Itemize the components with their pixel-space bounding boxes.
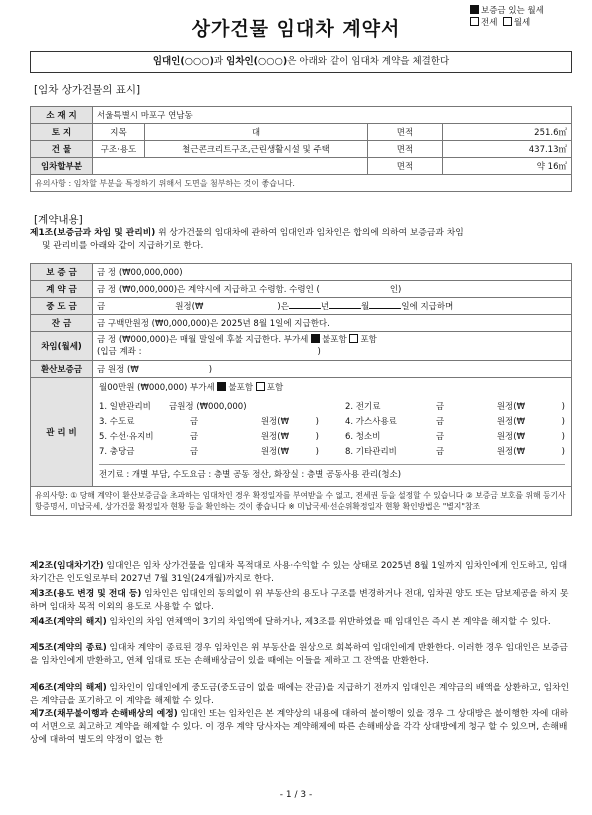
management-fee-header: 관 리 비	[31, 378, 93, 487]
empty-box-icon	[470, 17, 479, 26]
contract-deposit-header: 계 약 금	[31, 281, 93, 298]
option-jeonse[interactable]: 전세	[470, 18, 497, 28]
rent-header: 차임(월세)	[31, 332, 93, 361]
article-6: 제6조(계약의 해제) 임차인이 임대인에게 중도금(중도금이 없을 때에는 잔금)을 지급하기 전까지 임대인은 계약금의 배액을 상환하고, 임차인은 계약금을 포기하고 이 계약을 해제할 수 있다.	[30, 683, 570, 706]
deposit-header: 보 증 금	[31, 264, 93, 281]
article-1: 제1조(보증금과 차임 및 관리비) 위 상가건물의 임대차에 관하여 임대인과 임차인은 합의에 의하여 보증금과 차임 및 관리비를 아래와 같이 지급하기로 한다.	[30, 228, 464, 251]
interim-header: 중 도 금	[31, 298, 93, 315]
checked-box-icon[interactable]	[311, 334, 320, 343]
management-fee-row: 1. 일반관리비 금원정 (₩000,000) 2. 전기료 금 원정(₩ )	[99, 402, 565, 412]
area-label: 면적	[368, 124, 443, 141]
area-label: 면적	[368, 141, 443, 158]
building-area-value: 437.13㎡	[443, 141, 572, 158]
checked-box-icon	[470, 5, 479, 14]
deposit-value: 금 정 (₩00,000,000)	[93, 264, 572, 281]
management-fee-row: 3. 수도료 금 원정(₩ ) 4. 가스사용료 금 원정(₩ )	[99, 417, 565, 427]
checked-box-icon[interactable]	[217, 382, 226, 391]
building-header: 건 물	[31, 141, 93, 158]
land-category-label: 지목	[93, 124, 145, 141]
document-title: 상가건물 임대차 계약서	[191, 18, 401, 40]
leased-part-value[interactable]	[93, 158, 368, 175]
option-monthly[interactable]: 월세	[503, 18, 530, 28]
management-fee-items	[99, 400, 565, 460]
parties-statement: 임대인(○○○)과 임차인(○○○)은 아래와 같이 임대차 계약을 체결한다	[30, 51, 572, 73]
leased-area-value: 약 16㎡	[443, 158, 572, 175]
article-4: 제4조(계약의 해지) 임차인의 차임 연체액이 3기의 차임액에 달하거나, 제3조를 위반하였을 때 임대인은 즉시 본 계약을 해지할 수 있다.	[30, 617, 551, 627]
management-fee-note: 전기료 : 개별 부담, 수도요금 : 층별 공동 정산, 화장실 : 층별 공동사용 관리(청소)	[99, 464, 565, 483]
article-2: 제2조(임대차기간) 임대인은 임차 상가건물을 임대차 목적대로 사용·수익할 수 있는 상태로 2025년 8월 1일까지 임차인에게 인도하고, 임대차기간은 인도일로부터 2027년 7월 31일(24개월)까지로 한다.	[30, 561, 568, 584]
property-table	[30, 106, 572, 192]
converted-deposit-value: 금 원정 (₩ )	[93, 361, 572, 378]
interim-value: 금 원정(₩ )은 년 월 일에 지급하며	[93, 298, 572, 315]
land-category-value: 대	[145, 124, 368, 141]
land-header: 토 지	[31, 124, 93, 141]
building-use-label: 구조·용도	[93, 141, 145, 158]
property-note: 유의사항 : 임차할 부분을 특정하기 위해서 도면을 첨부하는 것이 좋습니다.	[31, 175, 572, 192]
building-use-value: 철근콘크리트구조,근린생활시설 및 주택	[145, 141, 368, 158]
management-fee-row: 7. 충당금 금 원정(₩ ) 8. 기타관리비 금 원정(₩ )	[99, 447, 565, 457]
section-property: [임차 상가건물의 표시]	[34, 84, 141, 96]
contract-deposit-value: 금 정 (₩0,000,000)은 계약시에 지급하고 수령함. 수령인 ( 인)	[93, 281, 572, 298]
address-value: 서울특별시 마포구 연남동	[93, 107, 572, 124]
empty-box-icon[interactable]	[256, 382, 265, 391]
payment-table	[30, 263, 572, 516]
empty-box-icon	[503, 17, 512, 26]
empty-box-icon[interactable]	[349, 334, 358, 343]
option-deposit-rent[interactable]: 보증금 있는 월세	[470, 5, 544, 17]
converted-deposit-header: 환산보증금	[31, 361, 93, 378]
section-contract: [계약내용]	[34, 214, 83, 226]
management-fee-detail	[93, 378, 572, 487]
article-5: 제5조(계약의 종료) 임대차 계약이 종료된 경우 임차인은 위 부동산을 원상으로 회복하여 임대인에게 반환한다. 이러한 경우 임대인은 보증금을 임차인에게 반환하고, 연체 임대료 또는 손해배상금이 있을 때에는 이들을 제하고 그 잔액을 반환한다.	[30, 643, 568, 666]
land-area-value: 251.6㎡	[443, 124, 572, 141]
article-3: 제3조(용도 변경 및 전대 등) 임차인은 임대인의 동의없이 위 부동산의 용도나 구조를 변경하거나 전대, 임차권 양도 또는 담보제공을 하지 못하며 임대차 목적 이외의 용도로 사용할 수 없다.	[30, 589, 569, 612]
leased-part-header: 임차할부분	[31, 158, 93, 175]
contract-type-options	[470, 5, 544, 29]
management-fee-total: 월00만원 (₩000,000) 부가세 불포함 포함	[99, 383, 284, 393]
payment-note: 유의사항: ① 당해 계약이 환산보증금을 초과하는 임대차인 경우 확정일자를 부여받을 수 없고, 전세권 등을 설정할 수 있습니다 ② 보증금 보호를 위해 등기사항증명서, 미납국세, 상가건물 확정일자 현황 등을 확인하는 것이 좋습니다 ※ 미납국세·선순위확정일자 현황 확인방법은 "별지"참조	[31, 487, 572, 516]
balance-header: 잔 금	[31, 315, 93, 332]
area-label: 면적	[368, 158, 443, 175]
address-header: 소 재 지	[31, 107, 93, 124]
management-fee-row: 5. 수선·유지비 금 원정(₩ ) 6. 청소비 금 원정(₩ )	[99, 432, 565, 442]
balance-value: 금 구백만원정 (₩0,000,000)은 2025년 8월 1일에 지급한다.	[93, 315, 572, 332]
article-7: 제7조(채무불이행과 손해배상의 예정) 임대인 또는 임차인은 본 계약상의 내용에 대하여 불이행이 있을 경우 그 상대방은 불이행한 자에 대하여 서면으로 최고하고 계약을 해제할 수 있다. 이 경우 계약 당사자는 계약해제에 따른 손해배상을 각각 상대방에게 청구 할 수 있으며, 손해배상에 대하여 별도의 약정이 없는 한	[30, 709, 569, 745]
rent-value: 금 정 (₩000,000)은 매월 말일에 후불 지급한다. 부가세 불포함 포함 (입금 계좌 : )	[93, 332, 572, 361]
page-number: - 1 / 3 -	[279, 790, 313, 800]
